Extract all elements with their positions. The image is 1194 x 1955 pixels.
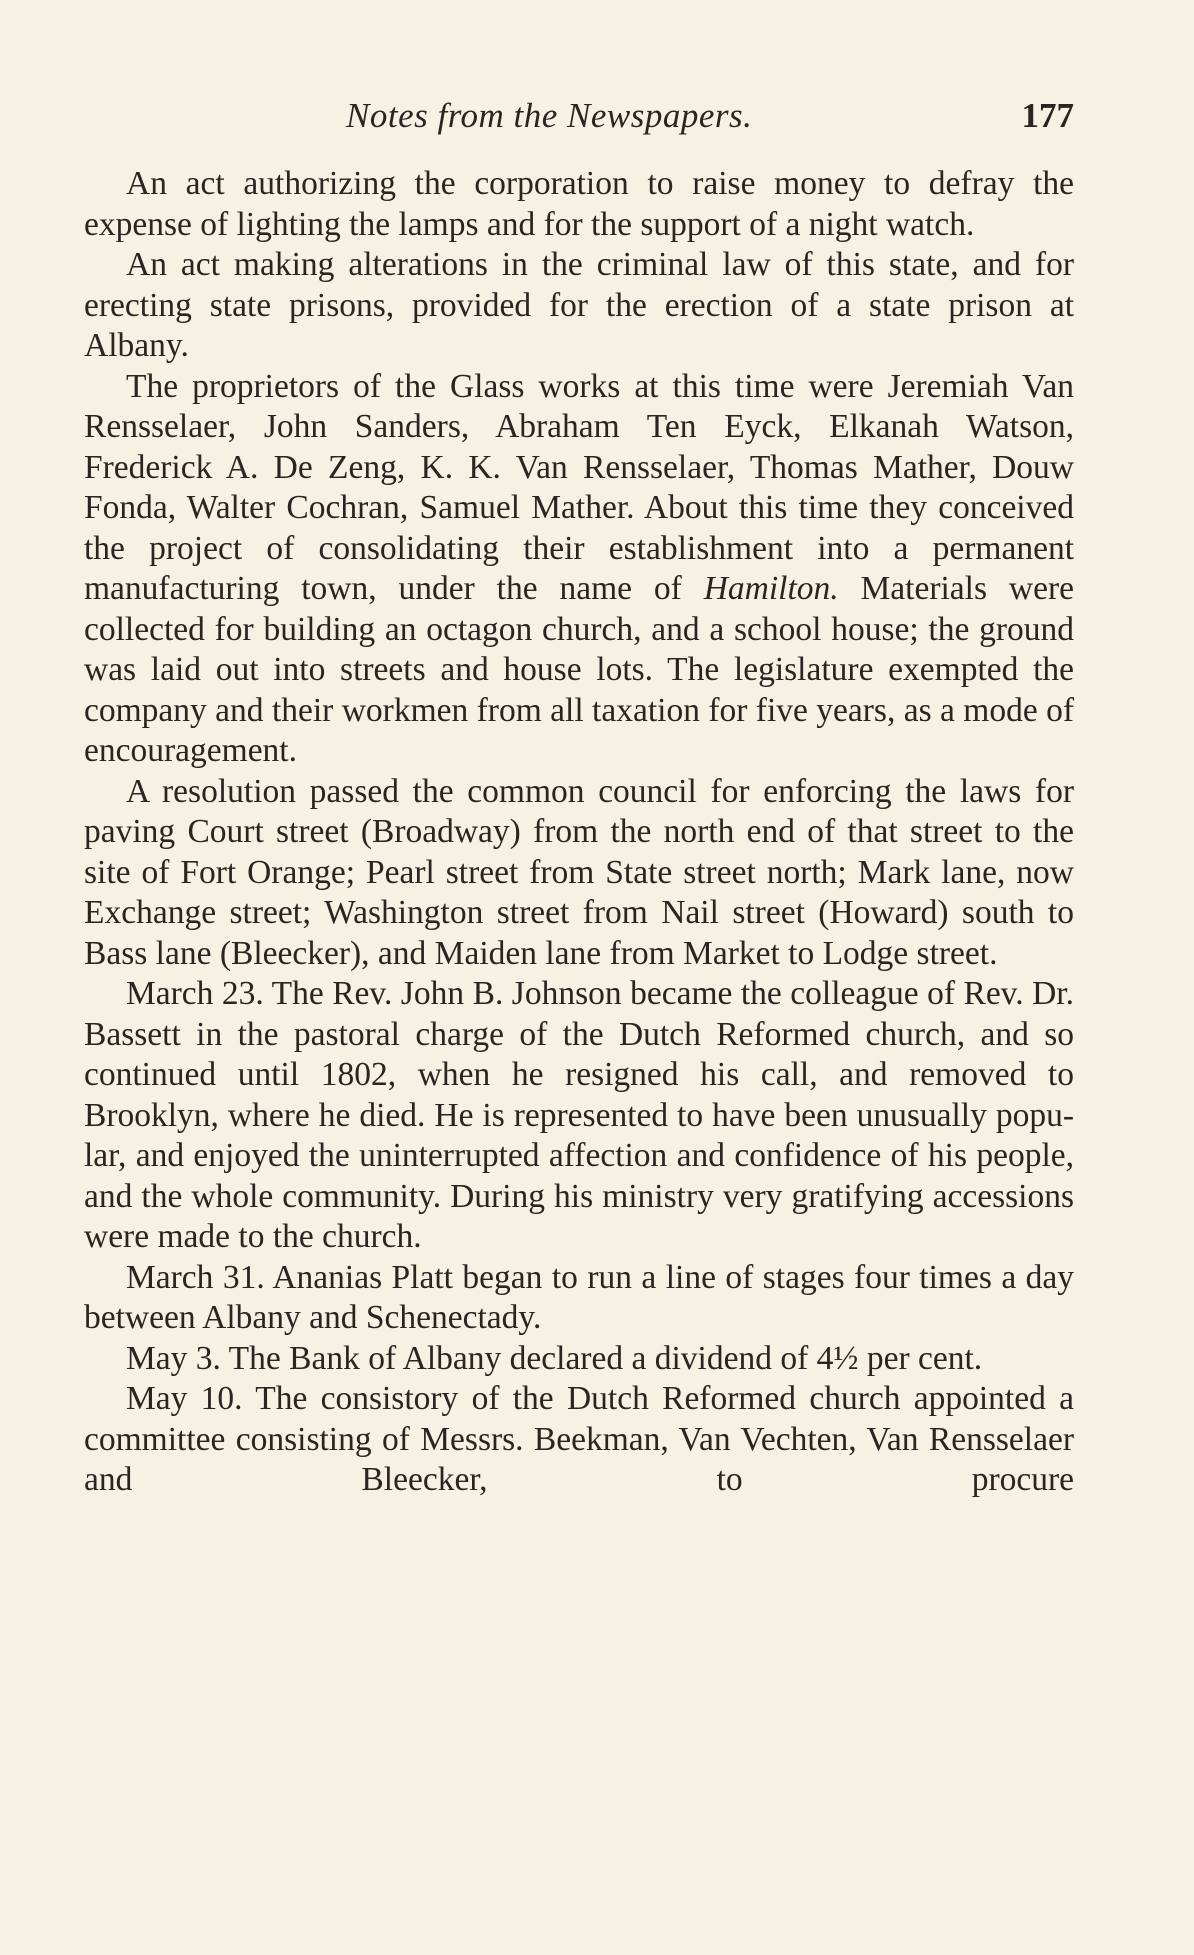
page-number: 177 [1021, 96, 1074, 135]
paragraph-march-31: March 31. Ananias Platt began to run a line of stages four times a day between Albany and Schenectady. [84, 1258, 1074, 1336]
glass-works-text-end: Materials were collected for building an octagon church, and a school house; the ground was laid out into streets and house lots. The legislature exempted the company and their workmen from all taxation for five years, as a mode of encouragement. [84, 570, 1074, 769]
paragraph-may-3: May 3. The Bank of Albany declared a dividend of 4½ per cent. [126, 1339, 983, 1377]
paragraph-paving-resolution: A resolution passed the common council for enforcing the laws for paving Court street (Broadway) from the north end of that street to the site of Fort Orange; Pearl street from State street north; Mark lane, now Exchange street; Washington street from Nail street (Howard) south to Bass lane (Bleecker), and Maiden lane from Market to Lodge street. [84, 772, 1074, 972]
paragraph-march-23: March 23. The Rev. John B. Johnson became the colleague of Rev. Dr. Bassett in the pastoral charge of the Dutch Reformed church, and so continued until 1802, when he resigned his call, and removed to Brooklyn, where he died. He is represented to have been unusually popular, and enjoyed the uninterrupted affection and confidence of his people, and the whole community. During his ministry very gratifying accessions were made to the church. [84, 975, 1074, 1255]
paragraph-glass-works [84, 367, 1074, 772]
page-header [84, 96, 1074, 146]
paragraph-lighting-act: An act authorizing the corporation to raise money to defray the expense of lighting the lamps and for the support of a night watch. [84, 165, 1074, 243]
hamilton-italic: Hamilton. [703, 570, 839, 607]
glass-works-text-start: The proprietors of the Glass works at this time were Jeremiah Van Rensselaer, John Sanders, Abraham Ten Eyck, Elkanah Watson, Frederick A. De Zeng, K. K. Van Rensselaer, Thomas Mather, Douw Fonda, Walter Cochran, Samuel Mather. About this time they conceived the project of consolidating their establishment into a permanent manufacturing town, under the name of [84, 367, 1074, 607]
running-title: Notes from the Newspapers. [346, 96, 753, 135]
paragraph-criminal-law-act: An act making alterations in the criminal law of this state, and for erecting state prisons, provided for the erection of a state prison at Albany. [84, 246, 1074, 364]
body-text [84, 164, 1074, 1501]
paragraph-may-10: May 10. The consistory of the Dutch Reformed church appointed a committee consisting of Messrs. Beekman, Van Vechten, Van Rensselaer and Bleecker, to procure [84, 1380, 1074, 1498]
